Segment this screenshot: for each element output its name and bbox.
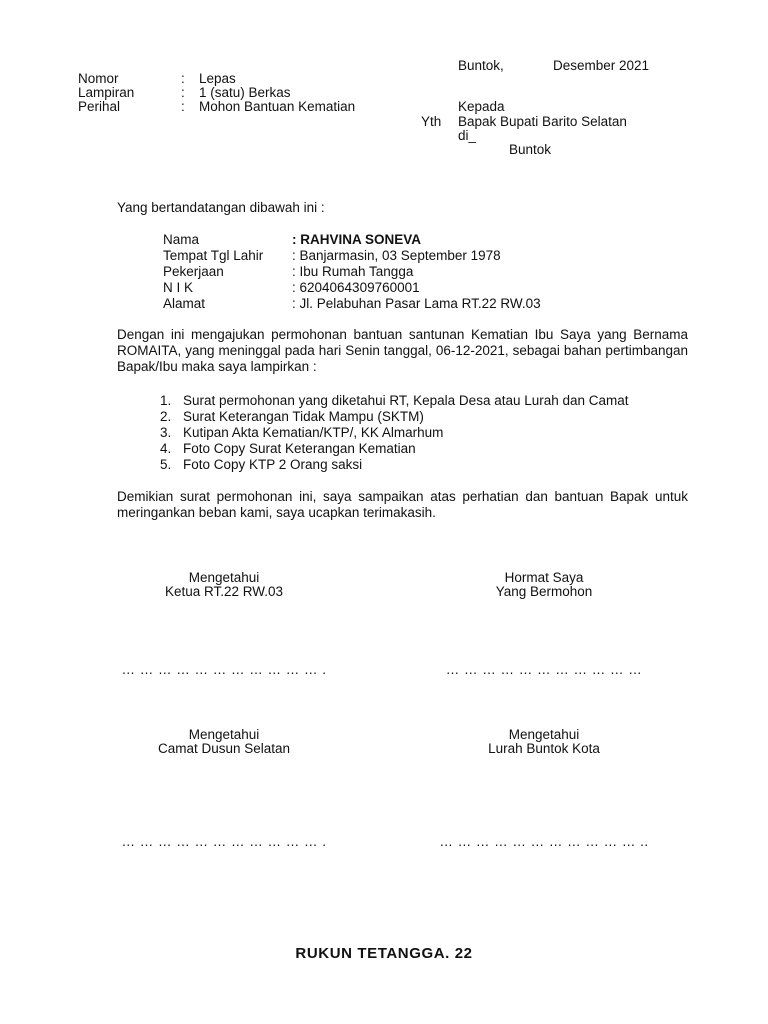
sig-lurah-line2: Lurah Buntok Kota [488, 741, 600, 756]
identity-value-nik: : 6204064309760001 [292, 280, 420, 295]
recipient-di: di_ [458, 128, 477, 143]
identity-value-ttl: : Banjarmasin, 03 September 1978 [292, 248, 501, 263]
sig-applicant-line1: Hormat Saya [504, 570, 584, 585]
sig-lurah-line1: Mengetahui [508, 727, 580, 742]
lampiran-value: 1 (satu) Berkas [199, 85, 291, 100]
lampiran-colon: : [181, 85, 185, 100]
sig-rt-dots: … … … … … … … … … … … . [121, 662, 327, 677]
identity-label-pekerjaan: Pekerjaan [163, 264, 224, 279]
recipient-city: Buntok [509, 142, 552, 157]
attachment-text: Kutipan Akta Kematian/KTP/, KK Almarhum [183, 425, 444, 440]
intro-text: Yang bertandatangan dibawah ini : [117, 200, 325, 215]
attachment-num: 1. [160, 393, 172, 408]
nomor-colon: : [181, 71, 185, 86]
sig-applicant-line2: Yang Bermohon [495, 584, 593, 599]
closing-paragraph: Demikian surat permohonan ini, saya sampaikan atas perhatian dan bantuan Bapak untuk meringankan beban kami, saya ucapkan terimakasih. [117, 489, 688, 520]
attachment-num: 2. [160, 409, 172, 424]
lampiran-label: Lampiran [78, 85, 135, 100]
recipient-name: Bapak Bupati Barito Selatan [458, 114, 627, 129]
attachment-num: 4. [160, 441, 172, 456]
identity-value-alamat: : Jl. Pelabuhan Pasar Lama RT.22 RW.03 [292, 296, 541, 311]
attachment-text: Surat permohonan yang diketahui RT, Kepala Desa atau Lurah dan Camat [183, 393, 629, 408]
attachment-text: Foto Copy KTP 2 Orang saksi [183, 457, 363, 472]
letter-place: Buntok, [458, 58, 504, 73]
identity-value-pekerjaan: : Ibu Rumah Tangga [292, 264, 414, 279]
nomor-value: Lepas [199, 71, 236, 86]
sig-camat-line1: Mengetahui [188, 727, 260, 742]
attachment-text: Surat Keterangan Tidak Mampu (SKTM) [183, 409, 424, 424]
attachment-num: 3. [160, 425, 172, 440]
perihal-value: Mohon Bantuan Kematian [199, 99, 356, 114]
identity-label-nik: N I K [163, 280, 194, 295]
sig-rt-line1: Mengetahui [188, 570, 260, 585]
body-paragraph: Dengan ini mengajukan permohonan bantuan santunan Kematian Ibu Saya yang Bernama ROMAITA, yang meninggal pada hari Senin tanggal, 06-12-2021, sebagai bahan pertimbangan Bapak/Ibu maka saya lampirkan : [117, 327, 688, 374]
identity-value-nama: : RAHVINA SONEVA [292, 232, 422, 247]
letter-date: Desember 2021 [553, 58, 650, 73]
identity-label-alamat: Alamat [163, 296, 206, 311]
nomor-label: Nomor [78, 71, 119, 86]
yth-label: Yth [421, 114, 442, 129]
sig-camat-dots: … … … … … … … … … … … . [121, 834, 327, 849]
sig-camat-line2: Camat Dusun Selatan [157, 741, 291, 756]
identity-label-nama: Nama [163, 232, 200, 247]
attachment-num: 5. [160, 457, 172, 472]
footer-title: RUKUN TETANGGA. 22 [295, 945, 473, 962]
attachment-text: Foto Copy Surat Keterangan Kematian [183, 441, 416, 456]
kepada-label: Kepada [458, 99, 505, 114]
sig-lurah-dots: … … … … … … … … … … … .. [439, 834, 649, 849]
identity-label-ttl: Tempat Tgl Lahir [163, 248, 264, 263]
sig-rt-line2: Ketua RT.22 RW.03 [164, 584, 284, 599]
perihal-colon: : [181, 99, 185, 114]
sig-applicant-dots: … … … … … … … … … … … [445, 662, 643, 677]
perihal-label: Perihal [78, 99, 121, 114]
